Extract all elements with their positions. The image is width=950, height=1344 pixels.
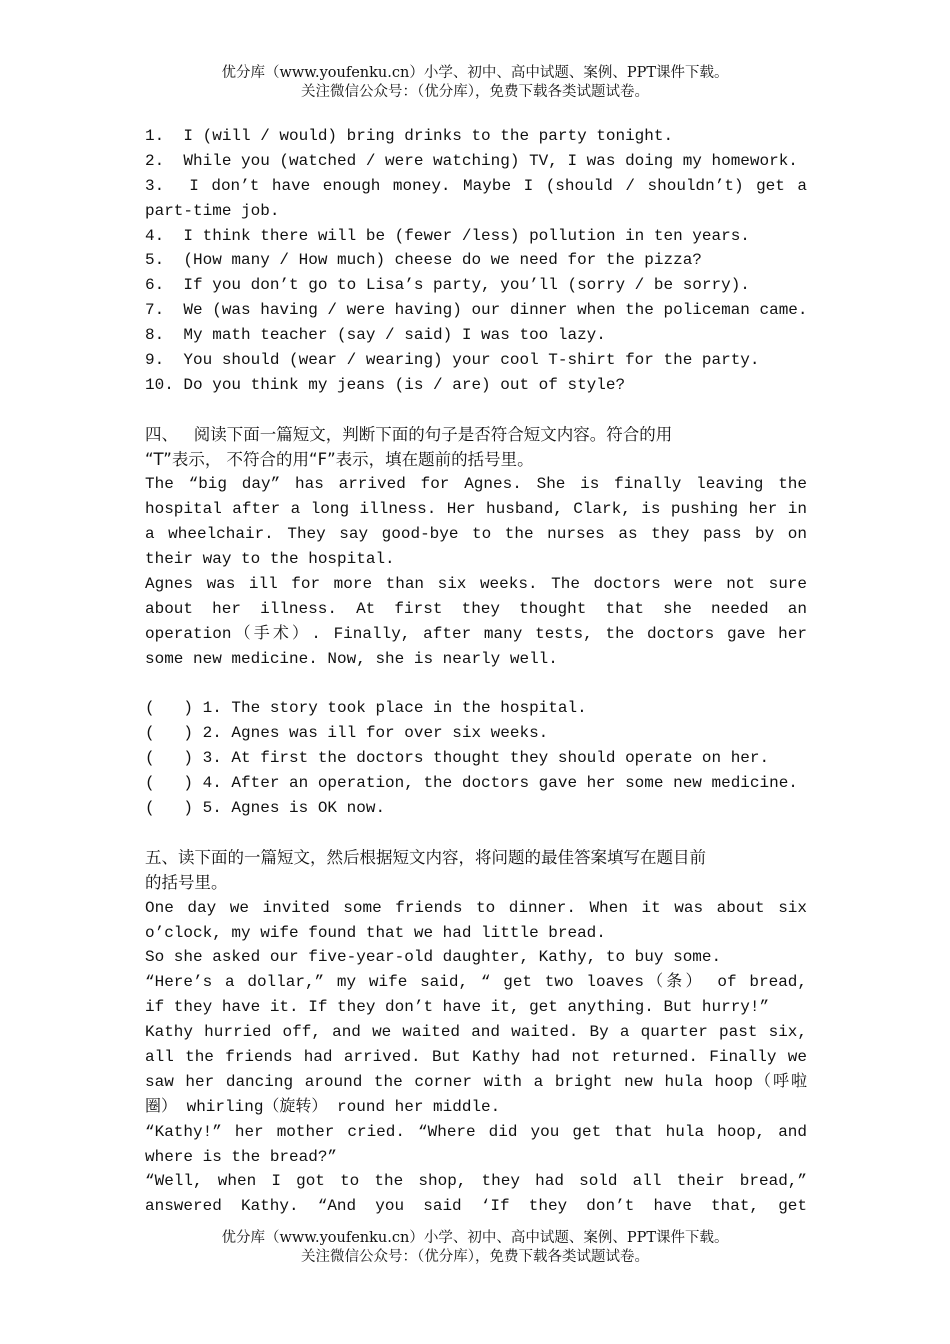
item-6: 6. If you don’t go to Lisa’s party, you’ll (sorry / be sorry). — [145, 276, 750, 295]
section-4-heading: 四、 阅读下面一篇短文，判断下面的句子是否符合短文内容。符合的用 — [145, 424, 673, 444]
passage-line: where is the bread?” — [145, 1147, 338, 1166]
passage-line: answered Kathy. “And you said ‘If they don’t have that, get — [145, 1197, 807, 1216]
item-9: 9. You should (wear / wearing) your cool T-shirt for the party. — [145, 351, 760, 370]
page-footer — [0, 1229, 950, 1267]
header-line-1: 优分库（www.youfenku.cn）小学、初中、高中试题、案例、PPT课件下载。 — [221, 65, 729, 81]
passage-line: hospital after a long illness. Her husband, Clark, is pushing her in — [145, 500, 807, 519]
passage-line: Kathy hurried off, and we waited and waited. By a quarter past six, — [145, 1023, 807, 1042]
section-5-heading-cont: 的括号里。 — [145, 872, 228, 892]
passage-line: So she asked our five-year-old daughter, Kathy, to buy some. — [145, 948, 722, 967]
page-header — [0, 64, 950, 102]
passage-line: o’clock, my wife found that we had little bread. — [145, 923, 606, 942]
section-5 — [145, 846, 807, 1219]
spacer — [145, 672, 807, 697]
item-8: 8. My math teacher (say / said) I was too lazy. — [145, 326, 606, 345]
spacer — [145, 398, 807, 423]
item-3-cont: part-time job. — [145, 201, 280, 220]
passage-line: “Well, when I got to the shop, they had sold all their bread,” — [145, 1172, 807, 1191]
passage-line: some new medicine. Now, she is nearly well. — [145, 649, 558, 668]
passage-line: The “big day” has arrived for Agnes. She is finally leaving the — [145, 475, 807, 494]
tf-question-5: ( ) 5. Agnes is OK now. — [145, 799, 386, 818]
item-7: 7. We (was having / were having) our dinner when the policeman came. — [145, 301, 808, 320]
tf-question-1: ( ) 1. The story took place in the hospital. — [145, 699, 587, 718]
passage-line: their way to the hospital. — [145, 550, 395, 569]
section-4 — [145, 423, 807, 821]
item-3: 3. I don’t have enough money. Maybe I (should / shouldn’t) get a — [145, 176, 807, 195]
section-4-heading-cont: “T”表示， 不符合的用“F”表示，填在题前的括号里。 — [145, 449, 534, 469]
header-line-2: 关注微信公众号：（优分库），免费下载各类试题试卷。 — [301, 84, 649, 100]
item-4: 4. I think there will be (fewer /less) pollution in ten years. — [145, 226, 750, 245]
passage-line: Agnes was ill for more than six weeks. The doctors were not sure — [145, 575, 807, 594]
passage-line: if they have it. If they don’t have it, get anything. But hurry!” — [145, 998, 770, 1017]
tf-question-3: ( ) 3. At first the doctors thought they should operate on her. — [145, 749, 770, 768]
passage-line: about her illness. At first they thought that she needed an — [145, 599, 807, 618]
footer-line-1: 优分库（www.youfenku.cn）小学、初中、高中试题、案例、PPT课件下载。 — [221, 1230, 729, 1246]
passage-line: One day we invited some friends to dinner. When it was about six — [145, 898, 807, 917]
passage-line: all the friends had arrived. But Kathy had not returned. Finally we — [145, 1047, 807, 1066]
passage-line: “Kathy!” her mother cried. “Where did you get that hula hoop, and — [145, 1122, 807, 1141]
passage-line: saw her dancing around the corner with a bright new hula hoop（呼啦 — [145, 1072, 807, 1091]
passage-line: operation（手术）. Finally, after many tests, the doctors gave her — [145, 624, 807, 643]
passage-line: “Here’s a dollar,” my wife said, “ get two loaves（条） of bread, — [145, 973, 807, 992]
section-3-items — [145, 124, 807, 398]
tf-question-4: ( ) 4. After an operation, the doctors gave her some new medicine. — [145, 774, 798, 793]
section-5-heading: 五、读下面的一篇短文，然后根据短文内容，将问题的最佳答案填写在题目前 — [145, 847, 706, 867]
tf-question-2: ( ) 2. Agnes was ill for over six weeks. — [145, 724, 549, 743]
item-10: 10. Do you think my jeans (is / are) out of style? — [145, 375, 626, 394]
item-5: 5. (How many / How much) cheese do we need for the pizza? — [145, 251, 702, 270]
spacer — [145, 821, 807, 846]
footer-line-2: 关注微信公众号：（优分库），免费下载各类试题试卷。 — [301, 1249, 649, 1265]
item-2: 2. While you (watched / were watching) TV, I was doing my homework. — [145, 151, 798, 170]
passage-line: 圈） whirling（旋转） round her middle. — [145, 1097, 501, 1116]
document-body — [145, 124, 807, 1219]
item-1: 1. I (will / would) bring drinks to the party tonight. — [145, 127, 674, 145]
passage-line: a wheelchair. They say good-bye to the nurses as they pass by on — [145, 525, 807, 544]
